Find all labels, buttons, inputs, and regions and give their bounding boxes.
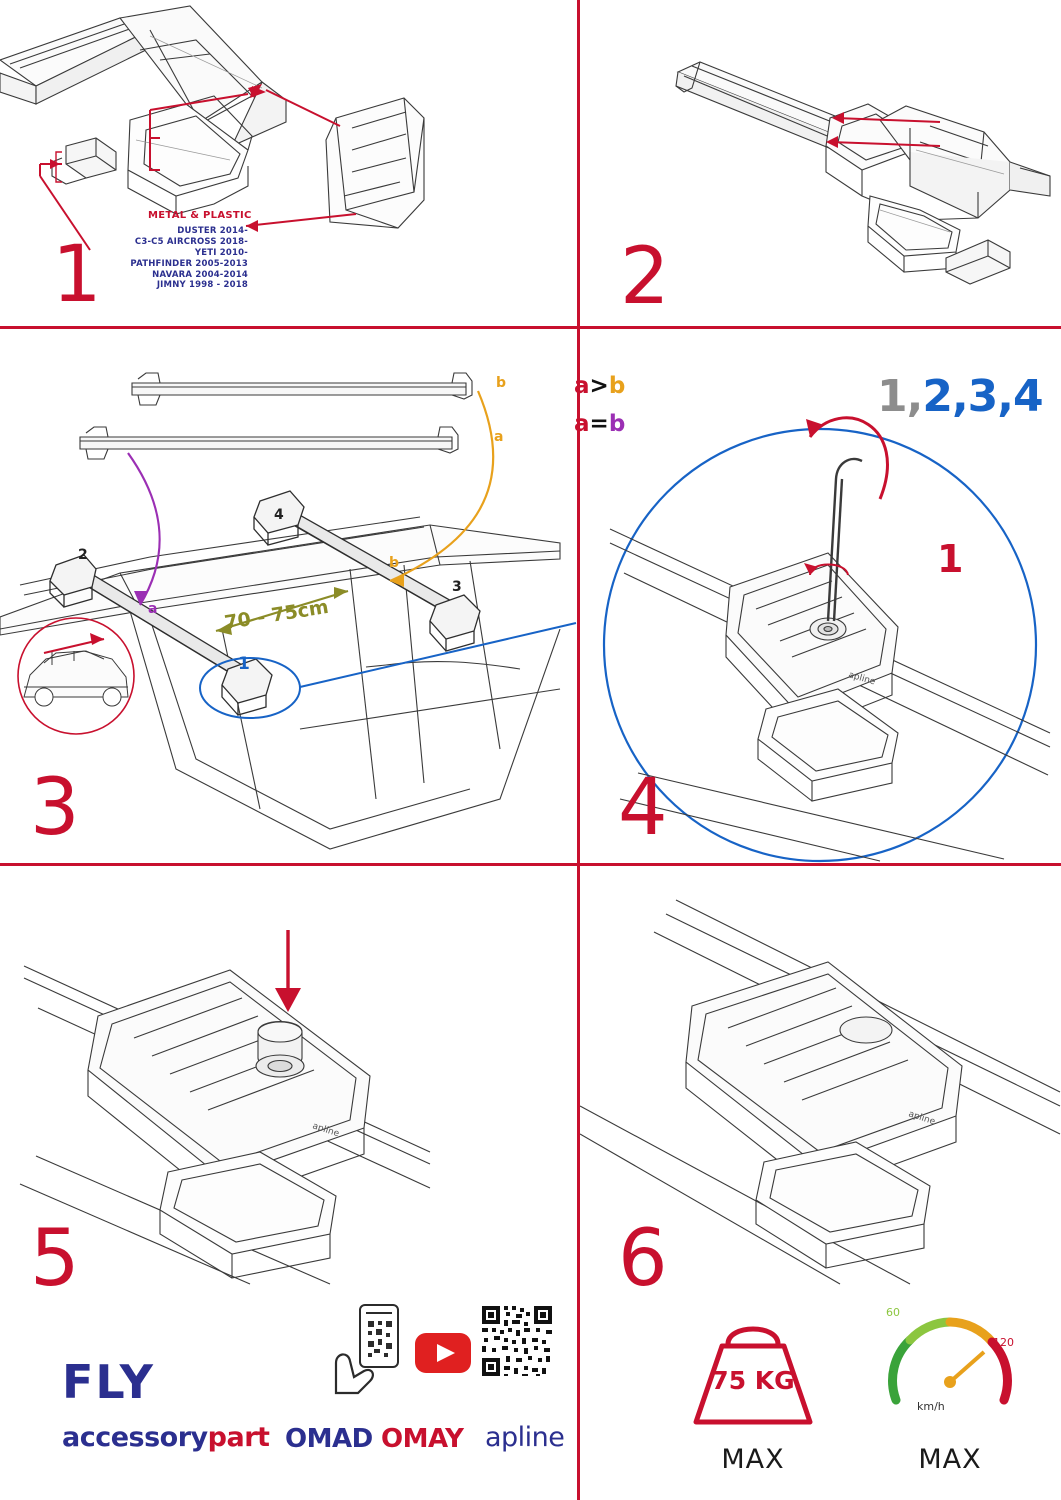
apline-embossed-mark: apline bbox=[311, 1121, 341, 1140]
position-tag-4: 4 bbox=[274, 507, 284, 523]
panel-5-drawing bbox=[0, 866, 577, 1286]
logo-accessorypart bbox=[62, 1422, 269, 1453]
panel-step-6 bbox=[580, 866, 1061, 1500]
vehicle-item: C3-C5 AIRCROSS 2018- bbox=[134, 236, 248, 247]
compare-1-b: b bbox=[608, 373, 626, 399]
compare-2-b: b bbox=[608, 411, 626, 437]
speed-tick-120: 120 bbox=[993, 1336, 1014, 1349]
logo-omay: OMAY bbox=[381, 1424, 464, 1454]
compare-1-a: a bbox=[574, 373, 590, 399]
bar-label-lower-a: a bbox=[494, 429, 504, 445]
step-number-1: 1 bbox=[52, 230, 100, 320]
bar-label-front-a: a bbox=[148, 601, 158, 617]
logo-accessory-text: accessory bbox=[62, 1422, 208, 1453]
max-speed-icon bbox=[880, 1304, 1020, 1426]
position-tag-1: 1 bbox=[238, 654, 250, 674]
panel-step-5 bbox=[0, 866, 577, 1500]
bar-spacing-dimension: 70 - 75cm bbox=[222, 595, 331, 635]
step-number-2: 2 bbox=[620, 232, 668, 322]
vehicle-item: PATHFINDER 2005-2013 bbox=[130, 258, 248, 269]
compare-2-op: = bbox=[589, 411, 609, 437]
apline-embossed-mark: apline bbox=[907, 1109, 937, 1128]
logo-part-text: part bbox=[207, 1422, 270, 1453]
panel-step-3 bbox=[0, 329, 626, 863]
vehicle-item: YETI 2010- bbox=[194, 247, 248, 258]
speed-tick-60: 60 bbox=[886, 1306, 900, 1319]
metal-plastic-heading: METAL & PLASTIC bbox=[148, 210, 252, 221]
panel-3-drawing bbox=[0, 329, 577, 863]
qr-code-icon bbox=[480, 1304, 554, 1378]
position-tag-3: 3 bbox=[452, 579, 462, 595]
turn-count-callout: 1 bbox=[937, 537, 964, 581]
brand-fly: FLY bbox=[62, 1355, 155, 1409]
panel-step-4 bbox=[580, 329, 1061, 863]
step-number-3: 3 bbox=[30, 763, 78, 853]
step-number-4: 4 bbox=[618, 763, 666, 853]
logo-apline: apline bbox=[485, 1422, 565, 1453]
sequence-grey: 1, bbox=[877, 371, 923, 422]
vehicle-item: JIMNY 1998 - 2018 bbox=[156, 280, 248, 291]
scan-qr-hand-icon bbox=[330, 1301, 404, 1397]
max-weight-caption: MAX bbox=[721, 1444, 785, 1475]
max-weight-value: 75 KG bbox=[711, 1366, 795, 1395]
step-number-6: 6 bbox=[618, 1214, 666, 1304]
logo-omad: OMAD bbox=[285, 1424, 373, 1454]
sequence-blue: 2,3,4 bbox=[922, 371, 1043, 422]
compare-2-a: a bbox=[574, 411, 590, 437]
compare-1-op: > bbox=[589, 373, 609, 399]
bar-label-mid-b: b bbox=[389, 555, 400, 571]
vehicle-item: NAVARA 2004-2014 bbox=[152, 269, 248, 280]
bar-label-top-b: b bbox=[496, 375, 507, 391]
sequence-label bbox=[877, 371, 1043, 422]
step-number-5: 5 bbox=[30, 1214, 78, 1304]
panel-step-2 bbox=[580, 0, 1061, 326]
position-tag-2: 2 bbox=[78, 547, 88, 563]
speed-unit-label: km/h bbox=[917, 1400, 945, 1413]
panel-step-1 bbox=[0, 0, 577, 326]
apline-embossed-mark: apline bbox=[847, 670, 877, 688]
vehicle-item: DUSTER 2014- bbox=[177, 226, 248, 236]
max-speed-caption: MAX bbox=[918, 1444, 982, 1475]
youtube-icon[interactable] bbox=[414, 1332, 472, 1374]
